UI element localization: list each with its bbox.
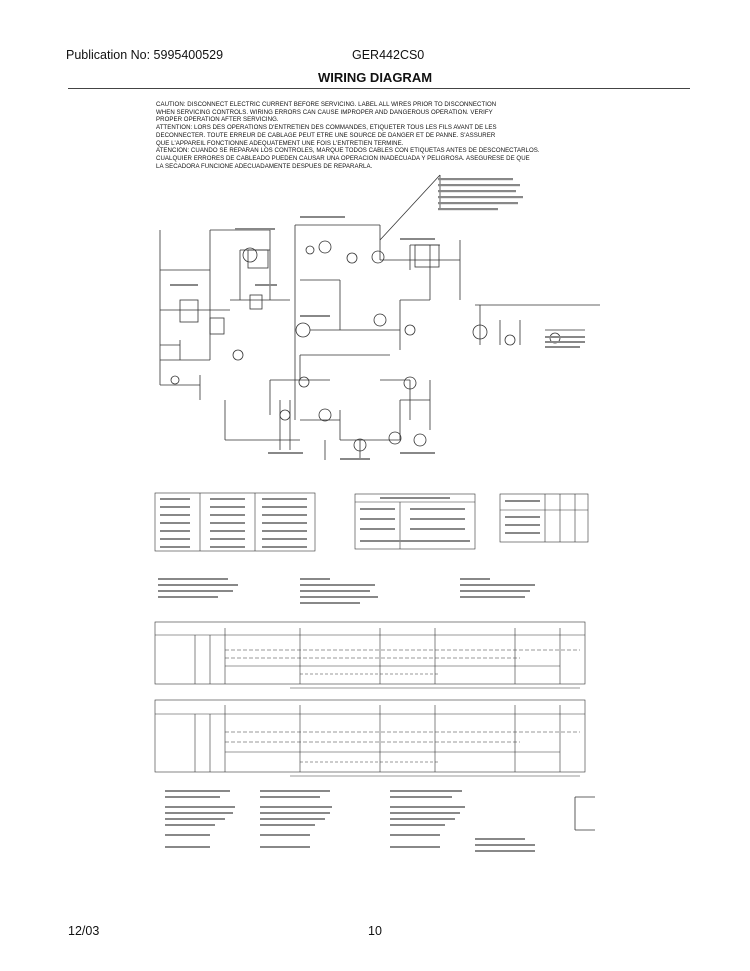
schematic-components <box>171 241 560 451</box>
corner-marker <box>575 797 595 830</box>
timing-chart-1 <box>155 622 585 688</box>
caution-line: QUE L'APPAREIL FONCTIONNE ADEQUATEMENT UNE FOIS L'ENTRETIEN TERMINE. <box>156 139 404 147</box>
legend-table-text-marks <box>160 497 540 548</box>
schematic-wiring <box>160 175 600 460</box>
page-title: WIRING DIAGRAM <box>317 70 433 85</box>
caution-line: ATTENTION: LORS DES OPERATIONS D'ENTRETIEN DES COMMANDES, ETIQUETER TOUS LES FILS AVANT DE LES <box>156 124 497 132</box>
model-number: GER442CS0 <box>352 48 425 62</box>
caution-line: WHEN SERVICING CONTROLS. WIRING ERRORS CAN CAUSE IMPROPER AND DANGEROUS OPERATION. VERIFY <box>156 108 493 116</box>
bottom-notes-marks <box>165 790 535 852</box>
footer-date: 12/03 <box>68 924 100 938</box>
notes-text-marks <box>158 578 535 604</box>
caution-line: LA SECADORA FUNCIONE ADECUADAMENTE DESPUES DE REPARARLA. <box>156 162 373 170</box>
page-number: 10 <box>368 924 382 938</box>
publication-number: Publication No: 5995400529 <box>66 48 224 62</box>
caution-line: PROPER OPERATION AFTER SERVICING. <box>156 116 279 124</box>
caution-line: DECONNECTER. TOUTE ERREUR DE CABLAGE PEUT ETRE UNE SOURCE DE DANGER ET DE PANNE. S'ASSURER <box>156 131 496 139</box>
caution-line: CAUTION: DISCONNECT ELECTRIC CURRENT BEFORE SERVICING. LABEL ALL WIRES PRIOR TO DISCONNECTION <box>156 101 497 108</box>
timing-chart-2 <box>155 700 585 776</box>
caution-line: CUALQUIER ERRORES DE CABLEADO PUEDEN CAUSAR UNA OPERACION INADECUADA Y PELIGROSA. ASEGURESE DE QUE <box>156 154 530 162</box>
caution-line: ATENCION: CUANDO SE REPARAN LOS CONTROLES, MARQUE TODOS CABLES CON ETIQUETAS ANTES DE DESCONECTARLOS. <box>156 147 540 155</box>
schematic-label-marks <box>170 178 585 460</box>
